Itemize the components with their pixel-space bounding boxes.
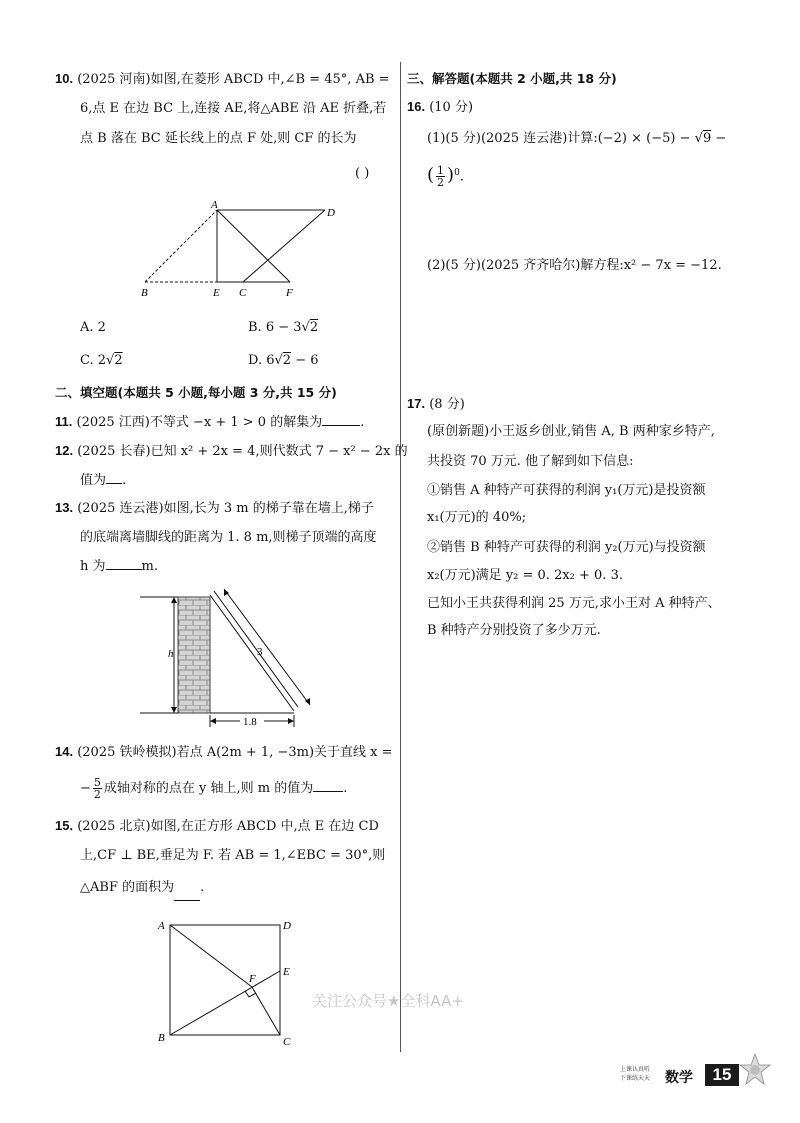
label-d: D: [283, 920, 291, 932]
label-h: h: [168, 648, 174, 660]
dimension-line-3: [224, 589, 310, 705]
segment-cf: [252, 987, 280, 1035]
option-c: C. 2√2: [80, 353, 123, 368]
label-c: C: [239, 287, 247, 299]
label-c: C: [283, 1036, 291, 1048]
segment-be: [170, 971, 280, 1035]
label-e: E: [283, 966, 290, 978]
label-e: E: [213, 287, 220, 299]
question-15-line1: 15. (2025 北京)如图,在正方形 ABCD 中,点 E 在边 CD: [55, 818, 379, 834]
column-divider: [400, 62, 401, 1052]
section-2-title: 二、填空题(本题共 5 小题,每小题 3 分,共 15 分): [55, 385, 337, 400]
section-3-title: 三、解答题(本题共 2 小题,共 18 分): [407, 71, 617, 86]
question-17-line3: ①销售 A 种特产可获得的利润 y₁(万元)是投资额: [427, 483, 706, 498]
ladder-edge-2: [214, 591, 298, 707]
label-f: F: [249, 973, 256, 985]
footer-slogan-1: 上课认真听: [620, 1066, 651, 1073]
question-13-line3: h 为 m.: [80, 559, 158, 574]
question-13-line2: 的底端离墙脚线的距离为 1. 8 m,则梯子顶端的高度: [80, 530, 377, 545]
label-b: B: [141, 287, 148, 299]
label-b: B: [158, 1032, 165, 1044]
ladder-figure: [140, 585, 320, 730]
square-abcd: [170, 925, 280, 1035]
question-14-line1: 14. (2025 铁岭模拟)若点 A(2m + 1, −3m)关于直线 x =: [55, 744, 393, 760]
question-16-part1-cont: ( $\frac{1}{2}$ )$^0$.: [427, 164, 464, 190]
question-16-part1: (1)(5 分)(2025 连云港)计算:(−2) × (−5) − √9 −: [427, 131, 727, 146]
segment-af: [217, 210, 290, 282]
watermark-text: 关注公众号★全科AA+: [312, 992, 464, 1010]
question-17-line7: 已知小王共获得利润 25 万元,求小王对 A 种特产、: [427, 596, 721, 611]
footer-subject: 数学: [665, 1070, 693, 1086]
question-16-header: 16. (10 分): [407, 99, 474, 115]
footer-slogan-2: 下课练天天: [620, 1075, 651, 1082]
label-a: A: [158, 920, 165, 932]
question-17-line6: x₂(万元)满足 y₂ = 0. 2x₂ + 0. 3.: [427, 568, 623, 583]
question-15-line2: 上,CF ⊥ BE,垂足为 F. 若 AB = 1,∠EBC = 30°,则: [80, 848, 386, 863]
question-17-line4: x₁(万元)的 40%;: [427, 510, 527, 525]
question-17-line1: (原创新题)小王返乡创业,销售 A, B 两种家乡特产,: [427, 424, 715, 439]
question-13-line1: 13. (2025 连云港)如图,长为 3 m 的梯子靠在墙上,梯子: [55, 500, 374, 516]
brick-wall: [178, 597, 210, 713]
label-length-1-8: 1.8: [243, 716, 257, 728]
option-b: B. 6 − 3√2: [248, 320, 319, 335]
segment-af: [170, 925, 252, 987]
question-10-number: 10.: [55, 71, 74, 86]
page-number: 15: [705, 1064, 739, 1086]
question-17-header: 17. (8 分): [407, 396, 465, 412]
rhombus-figure: [135, 198, 355, 300]
dashed-ab: [145, 210, 217, 282]
question-14-line2: − $\frac{5}{2}$ 成轴对称的点在 y 轴上,则 m 的值为 .: [80, 776, 348, 801]
star-logo-icon: [738, 1052, 772, 1088]
segment-cd: [243, 210, 325, 282]
label-length-3: 3: [257, 646, 263, 658]
question-16-part2: (2)(5 分)(2025 齐齐哈尔)解方程:x² − 7x = −12.: [427, 258, 722, 273]
question-11: 11. (2025 江西)不等式 −x + 1 > 0 的解集为 .: [55, 414, 365, 430]
label-f: F: [286, 287, 293, 299]
question-10-line3: 点 B 落在 BC 延长线上的点 F 处,则 CF 的长为: [80, 131, 357, 146]
question-17-line8: B 种特产分别投资了多少万元.: [427, 623, 601, 638]
question-12-line1: 12. (2025 长春)已知 x² + 2x = 4,则代数式 7 − x² − 2x 的: [55, 443, 408, 459]
ladder-edge-1: [210, 595, 294, 711]
question-17-line2: 共投资 70 万元. 他了解到如下信息:: [427, 454, 634, 469]
question-10-line2: 6,点 E 在边 BC 上,连接 AE,将△ABE 沿 AE 折叠,若: [80, 101, 387, 116]
option-a: A. 2: [80, 320, 106, 335]
question-15-line3: △ABF 的面积为 .: [80, 880, 204, 901]
option-d: D. 6√2 − 6: [248, 353, 319, 368]
label-d: D: [327, 207, 335, 219]
question-12-line2: 值为 .: [80, 473, 127, 488]
answer-paren: ( ): [355, 166, 370, 181]
question-17-line5: ②销售 B 种特产可获得的利润 y₂(万元)与投资额: [427, 540, 706, 555]
square-figure: [150, 915, 310, 1050]
question-10-line1: 10. (2025 河南)如图,在菱形 ABCD 中,∠B = 45°, AB =: [55, 71, 390, 87]
label-a: A: [211, 199, 218, 211]
